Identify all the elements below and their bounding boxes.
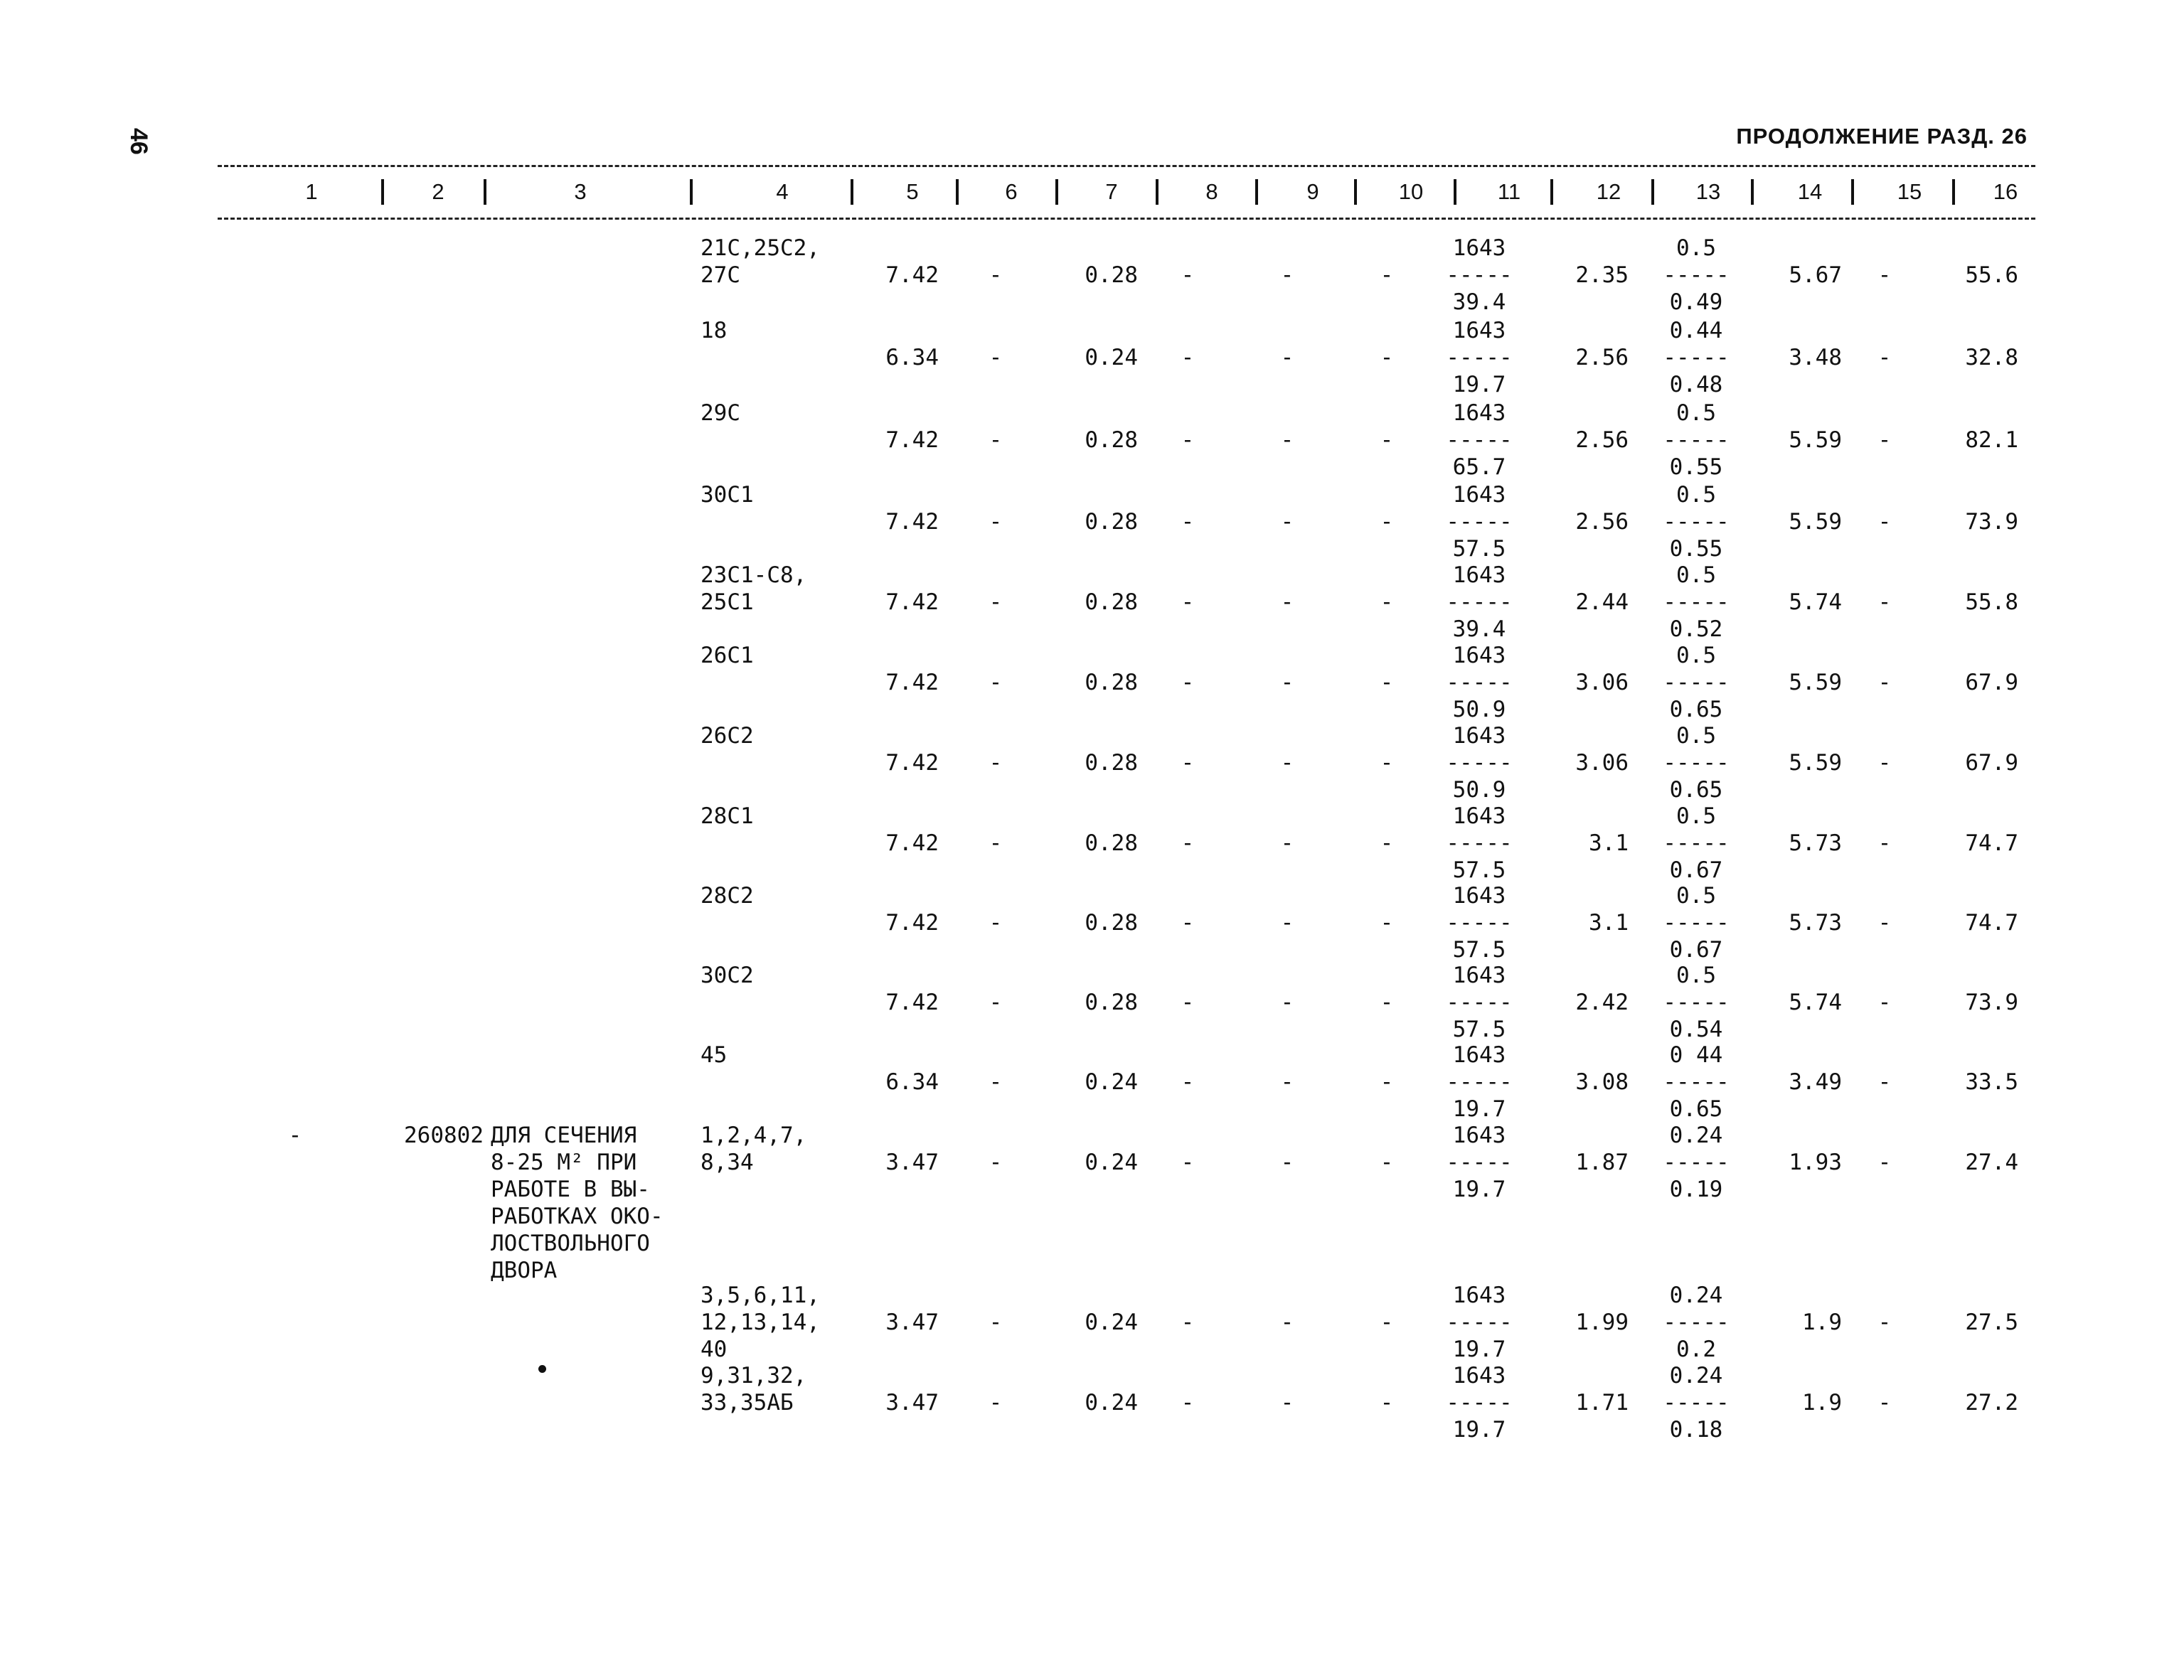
value-c7: 0.24 xyxy=(1085,1310,1138,1335)
column-separator xyxy=(1651,179,1654,205)
value-c8: - xyxy=(1181,1310,1195,1335)
value-c10: - xyxy=(1380,1069,1394,1095)
value-c14: 1.9 xyxy=(1802,1390,1842,1416)
fraction-bar: ----- xyxy=(1446,750,1513,776)
column-separator xyxy=(690,179,693,205)
fraction-numerator: 0.5 xyxy=(1676,235,1716,261)
value-c12: 3.06 xyxy=(1575,670,1629,695)
top-rule xyxy=(218,165,2035,167)
section-ref-line: 26С1 xyxy=(701,643,754,668)
value-c6: - xyxy=(989,910,1003,936)
fraction-bar: ----- xyxy=(1663,589,1730,615)
fraction-bar: ----- xyxy=(1663,1390,1730,1416)
value-c7: 0.28 xyxy=(1085,990,1138,1015)
value-c7: 0.24 xyxy=(1085,345,1138,370)
fraction-numerator: 1643 xyxy=(1452,643,1506,668)
description-line: РАБОТКАХ ОКО- xyxy=(491,1204,664,1229)
value-c15: - xyxy=(1877,345,1892,370)
column-separator xyxy=(381,179,384,205)
value-c5: 3.47 xyxy=(885,1390,939,1416)
value-c15: - xyxy=(1877,1390,1892,1416)
value-c9: - xyxy=(1280,1150,1294,1175)
column-separator xyxy=(1354,179,1357,205)
value-c5: 7.42 xyxy=(885,990,939,1015)
value-c12: 3.06 xyxy=(1575,750,1629,776)
value-c12: 2.42 xyxy=(1575,990,1629,1015)
value-c12: 1.99 xyxy=(1575,1310,1629,1335)
row-marker: - xyxy=(288,1123,302,1148)
fraction-bar: ----- xyxy=(1446,1390,1513,1416)
fraction-bar: ----- xyxy=(1446,262,1513,288)
fraction-bar: ----- xyxy=(1446,830,1513,856)
value-c8: - xyxy=(1181,830,1195,856)
fraction-denominator: 0.48 xyxy=(1669,372,1723,397)
value-c12: 3.1 xyxy=(1589,830,1629,856)
value-c14: 3.48 xyxy=(1789,345,1842,370)
fraction-bar: ----- xyxy=(1663,1069,1730,1095)
value-c10: - xyxy=(1380,262,1394,288)
value-c6: - xyxy=(989,262,1003,288)
fraction-bar: ----- xyxy=(1663,345,1730,370)
value-c14: 5.67 xyxy=(1789,262,1842,288)
fraction-denominator: 57.5 xyxy=(1452,937,1506,963)
fraction-numerator: 0.5 xyxy=(1676,562,1716,588)
value-c12: 3.1 xyxy=(1589,910,1629,936)
value-c5: 7.42 xyxy=(885,830,939,856)
value-c14: 5.74 xyxy=(1789,990,1842,1015)
fraction-bar: ----- xyxy=(1663,262,1730,288)
value-c9: - xyxy=(1280,1390,1294,1416)
value-c7: 0.28 xyxy=(1085,830,1138,856)
value-c10: - xyxy=(1380,509,1394,535)
page-number: 46 xyxy=(125,128,152,155)
value-c6: - xyxy=(989,830,1003,856)
value-c7: 0.24 xyxy=(1085,1150,1138,1175)
value-c10: - xyxy=(1380,1150,1394,1175)
column-separator xyxy=(956,179,959,205)
value-c10: - xyxy=(1380,670,1394,695)
description-line: ДВОРА xyxy=(491,1258,558,1283)
fraction-numerator: 0.5 xyxy=(1676,963,1716,988)
fraction-bar: ----- xyxy=(1446,1069,1513,1095)
section-ref-line: 45 xyxy=(701,1042,728,1068)
column-separator xyxy=(1751,179,1754,205)
bullet-mark xyxy=(538,1365,546,1373)
value-c16: 67.9 xyxy=(1965,670,2018,695)
value-c9: - xyxy=(1280,910,1294,936)
value-c16: 74.7 xyxy=(1965,830,2018,856)
value-c14: 5.73 xyxy=(1789,830,1842,856)
fraction-numerator: 1643 xyxy=(1452,400,1506,426)
fraction-bar: ----- xyxy=(1663,427,1730,453)
fraction-numerator: 1643 xyxy=(1452,235,1506,261)
value-c16: 67.9 xyxy=(1965,750,2018,776)
value-c16: 27.5 xyxy=(1965,1310,2018,1335)
value-c6: - xyxy=(989,589,1003,615)
value-c8: - xyxy=(1181,990,1195,1015)
value-c5: 7.42 xyxy=(885,910,939,936)
value-c7: 0.28 xyxy=(1085,262,1138,288)
value-c16: 74.7 xyxy=(1965,910,2018,936)
value-c16: 82.1 xyxy=(1965,427,2018,453)
column-header-13: 13 xyxy=(1695,179,1721,204)
value-c14: 5.74 xyxy=(1789,589,1842,615)
value-c7: 0.28 xyxy=(1085,509,1138,535)
value-c7: 0.28 xyxy=(1085,589,1138,615)
fraction-denominator: 0.18 xyxy=(1669,1417,1723,1443)
value-c10: - xyxy=(1380,589,1394,615)
value-c10: - xyxy=(1380,990,1394,1015)
value-c9: - xyxy=(1280,262,1294,288)
value-c6: - xyxy=(989,509,1003,535)
fraction-numerator: 0.44 xyxy=(1669,318,1723,343)
fraction-bar: ----- xyxy=(1446,509,1513,535)
header-rule xyxy=(218,218,2035,220)
value-c9: - xyxy=(1280,830,1294,856)
value-c16: 73.9 xyxy=(1965,990,2018,1015)
fraction-bar: ----- xyxy=(1663,670,1730,695)
section-ref-line: 33,35АБ xyxy=(701,1390,794,1416)
column-header-3: 3 xyxy=(574,179,587,204)
fraction-denominator: 57.5 xyxy=(1452,1017,1506,1042)
value-c5: 7.42 xyxy=(885,750,939,776)
value-c9: - xyxy=(1280,1310,1294,1335)
column-separator xyxy=(1156,179,1158,205)
value-c15: - xyxy=(1877,427,1892,453)
fraction-denominator: 0.65 xyxy=(1669,697,1723,722)
value-c7: 0.24 xyxy=(1085,1069,1138,1095)
column-header-2: 2 xyxy=(432,179,444,204)
fraction-denominator: 39.4 xyxy=(1452,289,1506,315)
value-c15: - xyxy=(1877,1310,1892,1335)
value-c12: 2.44 xyxy=(1575,589,1629,615)
value-c14: 3.49 xyxy=(1789,1069,1842,1095)
section-ref-line: 28С2 xyxy=(701,883,754,909)
value-c15: - xyxy=(1877,750,1892,776)
value-c16: 27.4 xyxy=(1965,1150,2018,1175)
section-ref-line: 21С,25С2, xyxy=(701,235,820,261)
section-ref-line: 25С1 xyxy=(701,589,754,615)
value-c7: 0.28 xyxy=(1085,427,1138,453)
value-c7: 0.28 xyxy=(1085,670,1138,695)
fraction-numerator: 1643 xyxy=(1452,883,1506,909)
description-line: ЛОСТВОЛЬНОГО xyxy=(491,1231,650,1256)
value-c7: 0.28 xyxy=(1085,750,1138,776)
fraction-denominator: 0.67 xyxy=(1669,937,1723,963)
value-c12: 1.71 xyxy=(1575,1390,1629,1416)
fraction-numerator: 0.5 xyxy=(1676,883,1716,909)
fraction-bar: ----- xyxy=(1663,910,1730,936)
fraction-numerator: 1643 xyxy=(1452,562,1506,588)
fraction-bar: ----- xyxy=(1663,1150,1730,1175)
section-ref-line: 1,2,4,7, xyxy=(701,1123,807,1148)
fraction-bar: ----- xyxy=(1446,345,1513,370)
value-c15: - xyxy=(1877,589,1892,615)
value-c9: - xyxy=(1280,589,1294,615)
fraction-denominator: 50.9 xyxy=(1452,697,1506,722)
fraction-denominator: 0.49 xyxy=(1669,289,1723,315)
column-separator xyxy=(851,179,853,205)
value-c8: - xyxy=(1181,750,1195,776)
column-separator xyxy=(484,179,486,205)
value-c8: - xyxy=(1181,589,1195,615)
fraction-denominator: 19.7 xyxy=(1452,1337,1506,1362)
column-header-15: 15 xyxy=(1897,179,1922,204)
fraction-numerator: 0.24 xyxy=(1669,1283,1723,1308)
fraction-numerator: 0.24 xyxy=(1669,1123,1723,1148)
value-c16: 33.5 xyxy=(1965,1069,2018,1095)
fraction-bar: ----- xyxy=(1663,1310,1730,1335)
value-c8: - xyxy=(1181,509,1195,535)
value-c14: 5.59 xyxy=(1789,750,1842,776)
value-c10: - xyxy=(1380,830,1394,856)
section-header: ПРОДОЛЖЕНИЕ РАЗД. 26 xyxy=(1736,124,2028,149)
value-c7: 0.28 xyxy=(1085,910,1138,936)
fraction-numerator: 1643 xyxy=(1452,1283,1506,1308)
column-header-14: 14 xyxy=(1797,179,1823,204)
value-c6: - xyxy=(989,1150,1003,1175)
fraction-numerator: 1643 xyxy=(1452,482,1506,508)
column-header-5: 5 xyxy=(906,179,919,204)
column-separator xyxy=(1952,179,1955,205)
value-c6: - xyxy=(989,1069,1003,1095)
value-c9: - xyxy=(1280,990,1294,1015)
value-c8: - xyxy=(1181,910,1195,936)
value-c6: - xyxy=(989,1390,1003,1416)
value-c12: 2.56 xyxy=(1575,345,1629,370)
value-c15: - xyxy=(1877,990,1892,1015)
value-c16: 55.8 xyxy=(1965,589,2018,615)
value-c14: 1.9 xyxy=(1802,1310,1842,1335)
value-c15: - xyxy=(1877,670,1892,695)
fraction-numerator: 1643 xyxy=(1452,963,1506,988)
section-ref-line: 23С1-С8, xyxy=(701,562,807,588)
fraction-denominator: 0.19 xyxy=(1669,1177,1723,1202)
value-c12: 2.35 xyxy=(1575,262,1629,288)
fraction-denominator: 0.54 xyxy=(1669,1017,1723,1042)
value-c5: 7.42 xyxy=(885,262,939,288)
value-c14: 5.59 xyxy=(1789,509,1842,535)
fraction-numerator: 1643 xyxy=(1452,1042,1506,1068)
value-c14: 5.73 xyxy=(1789,910,1842,936)
value-c6: - xyxy=(989,990,1003,1015)
fraction-numerator: 1643 xyxy=(1452,1123,1506,1148)
value-c9: - xyxy=(1280,670,1294,695)
fraction-denominator: 0.2 xyxy=(1676,1337,1716,1362)
column-header-9: 9 xyxy=(1306,179,1319,204)
fraction-bar: ----- xyxy=(1446,990,1513,1015)
value-c5: 6.34 xyxy=(885,1069,939,1095)
value-c16: 27.2 xyxy=(1965,1390,2018,1416)
value-c8: - xyxy=(1181,262,1195,288)
fraction-bar: ----- xyxy=(1446,589,1513,615)
value-c14: 5.59 xyxy=(1789,427,1842,453)
value-c9: - xyxy=(1280,750,1294,776)
fraction-bar: ----- xyxy=(1446,1310,1513,1335)
fraction-denominator: 50.9 xyxy=(1452,777,1506,803)
fraction-denominator: 0.55 xyxy=(1669,454,1723,480)
description-line: РАБОТЕ В ВЫ- xyxy=(491,1177,650,1202)
fraction-numerator: 0.5 xyxy=(1676,803,1716,829)
value-c10: - xyxy=(1380,750,1394,776)
section-ref-line: 30С2 xyxy=(701,963,754,988)
value-c9: - xyxy=(1280,427,1294,453)
column-header-1: 1 xyxy=(305,179,318,204)
description-line: ДЛЯ СЕЧЕНИЯ xyxy=(491,1123,637,1148)
value-c6: - xyxy=(989,670,1003,695)
fraction-numerator: 0.24 xyxy=(1669,1363,1723,1389)
fraction-denominator: 19.7 xyxy=(1452,1177,1506,1202)
fraction-denominator: 0.65 xyxy=(1669,1096,1723,1122)
column-separator xyxy=(1550,179,1553,205)
value-c15: - xyxy=(1877,830,1892,856)
value-c5: 3.47 xyxy=(885,1310,939,1335)
fraction-bar: ----- xyxy=(1446,910,1513,936)
value-c15: - xyxy=(1877,509,1892,535)
fraction-denominator: 0.65 xyxy=(1669,777,1723,803)
value-c8: - xyxy=(1181,670,1195,695)
fraction-numerator: 0 44 xyxy=(1669,1042,1723,1068)
column-header-8: 8 xyxy=(1205,179,1218,204)
fraction-numerator: 1643 xyxy=(1452,803,1506,829)
section-ref-line: 12,13,14, xyxy=(701,1310,820,1335)
value-c9: - xyxy=(1280,345,1294,370)
value-c12: 1.87 xyxy=(1575,1150,1629,1175)
value-c10: - xyxy=(1380,910,1394,936)
fraction-denominator: 57.5 xyxy=(1452,536,1506,562)
fraction-numerator: 1643 xyxy=(1452,723,1506,749)
fraction-bar: ----- xyxy=(1446,1150,1513,1175)
section-ref-line: 27С xyxy=(701,262,740,288)
value-c6: - xyxy=(989,427,1003,453)
fraction-numerator: 0.5 xyxy=(1676,723,1716,749)
fraction-numerator: 0.5 xyxy=(1676,643,1716,668)
column-header-11: 11 xyxy=(1497,179,1521,204)
value-c8: - xyxy=(1181,1390,1195,1416)
section-ref-line: 26С2 xyxy=(701,723,754,749)
value-c10: - xyxy=(1380,1390,1394,1416)
value-c10: - xyxy=(1380,1310,1394,1335)
column-header-10: 10 xyxy=(1398,179,1424,204)
section-ref-line: 30С1 xyxy=(701,482,754,508)
value-c15: - xyxy=(1877,262,1892,288)
fraction-numerator: 0.5 xyxy=(1676,400,1716,426)
value-c6: - xyxy=(989,345,1003,370)
value-c5: 7.42 xyxy=(885,427,939,453)
fraction-numerator: 1643 xyxy=(1452,1363,1506,1389)
column-separator xyxy=(1255,179,1258,205)
value-c14: 5.59 xyxy=(1789,670,1842,695)
value-c8: - xyxy=(1181,1069,1195,1095)
value-c6: - xyxy=(989,1310,1003,1335)
value-c16: 73.9 xyxy=(1965,509,2018,535)
value-c15: - xyxy=(1877,910,1892,936)
value-c16: 32.8 xyxy=(1965,345,2018,370)
value-c5: 3.47 xyxy=(885,1150,939,1175)
fraction-denominator: 19.7 xyxy=(1452,372,1506,397)
fraction-denominator: 0.55 xyxy=(1669,536,1723,562)
column-separator xyxy=(1055,179,1058,205)
fraction-bar: ----- xyxy=(1663,830,1730,856)
section-ref-line: 40 xyxy=(701,1337,728,1362)
fraction-denominator: 57.5 xyxy=(1452,857,1506,883)
fraction-bar: ----- xyxy=(1446,670,1513,695)
section-ref-line: 29С xyxy=(701,400,740,426)
value-c5: 7.42 xyxy=(885,670,939,695)
fraction-denominator: 0.67 xyxy=(1669,857,1723,883)
fraction-denominator: 39.4 xyxy=(1452,616,1506,642)
value-c12: 2.56 xyxy=(1575,427,1629,453)
section-ref-line: 18 xyxy=(701,318,728,343)
value-c16: 55.6 xyxy=(1965,262,2018,288)
value-c12: 2.56 xyxy=(1575,509,1629,535)
fraction-denominator: 19.7 xyxy=(1452,1096,1506,1122)
value-c15: - xyxy=(1877,1150,1892,1175)
value-c5: 7.42 xyxy=(885,509,939,535)
fraction-denominator: 19.7 xyxy=(1452,1417,1506,1443)
section-ref-line: 28С1 xyxy=(701,803,754,829)
value-c12: 3.08 xyxy=(1575,1069,1629,1095)
value-c8: - xyxy=(1181,427,1195,453)
column-header-4: 4 xyxy=(776,179,789,204)
description-line: 8-25 М² ПРИ xyxy=(491,1150,637,1175)
fraction-bar: ----- xyxy=(1663,509,1730,535)
column-header-7: 7 xyxy=(1105,179,1118,204)
section-ref-line: 8,34 xyxy=(701,1150,754,1175)
value-c5: 6.34 xyxy=(885,345,939,370)
fraction-bar: ----- xyxy=(1663,990,1730,1015)
column-header-16: 16 xyxy=(1993,179,2018,204)
fraction-numerator: 1643 xyxy=(1452,318,1506,343)
value-c10: - xyxy=(1380,427,1394,453)
column-separator xyxy=(1454,179,1456,205)
column-separator xyxy=(1851,179,1854,205)
value-c10: - xyxy=(1380,345,1394,370)
fraction-bar: ----- xyxy=(1663,750,1730,776)
value-c8: - xyxy=(1181,345,1195,370)
column-header-6: 6 xyxy=(1005,179,1018,204)
fraction-bar: ----- xyxy=(1446,427,1513,453)
code-cell: 260802 xyxy=(404,1123,484,1148)
fraction-denominator: 65.7 xyxy=(1452,454,1506,480)
value-c14: 1.93 xyxy=(1789,1150,1842,1175)
fraction-numerator: 0.5 xyxy=(1676,482,1716,508)
value-c6: - xyxy=(989,750,1003,776)
section-ref-line: 3,5,6,11, xyxy=(701,1283,820,1308)
column-header-12: 12 xyxy=(1596,179,1621,204)
value-c7: 0.24 xyxy=(1085,1390,1138,1416)
fraction-denominator: 0.52 xyxy=(1669,616,1723,642)
value-c8: - xyxy=(1181,1150,1195,1175)
value-c9: - xyxy=(1280,509,1294,535)
value-c9: - xyxy=(1280,1069,1294,1095)
value-c5: 7.42 xyxy=(885,589,939,615)
value-c15: - xyxy=(1877,1069,1892,1095)
section-ref-line: 9,31,32, xyxy=(701,1363,807,1389)
